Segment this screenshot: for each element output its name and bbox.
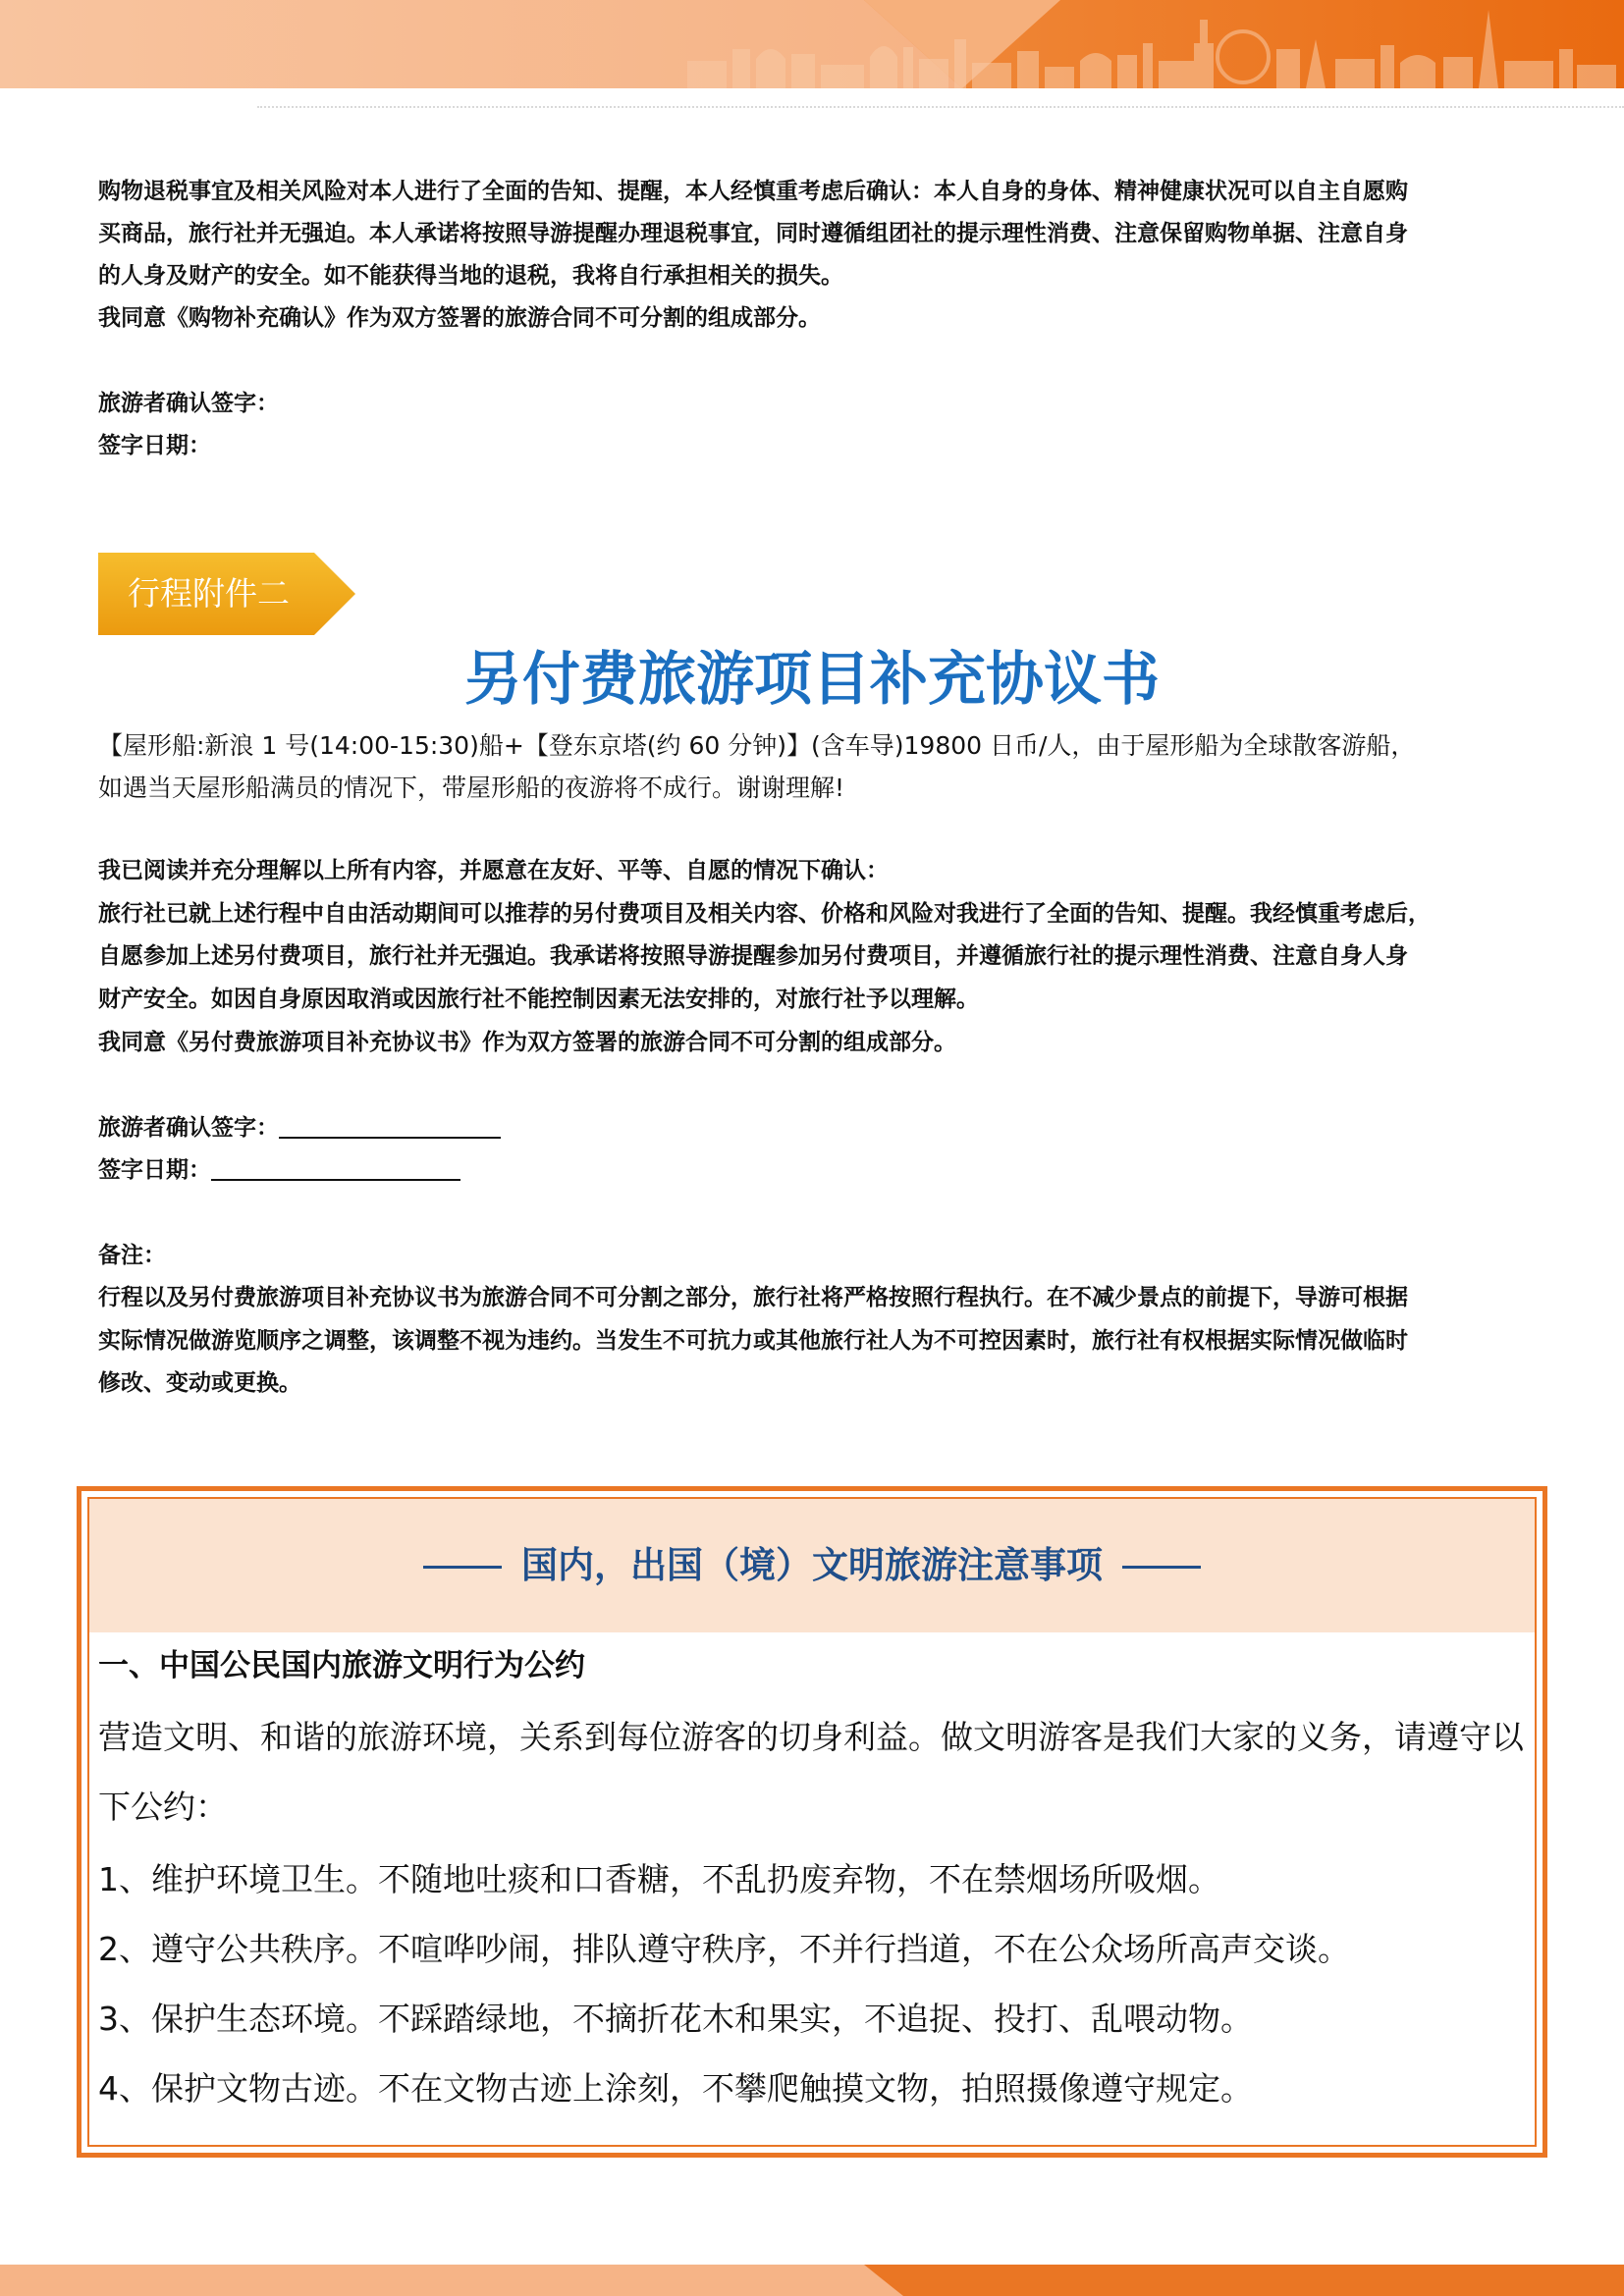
- agreement-item-line: 【屋形船:新浪 1 号(14:00-15:30)船+【登东京塔(约 60 分钟)】(含车导)19800 日币/人，由于屋形船为全球散客游船，: [98, 731, 1416, 760]
- remarks-line: 修改、变动或更换。: [98, 1370, 301, 1396]
- shopping-confirmation-line: 买商品，旅行社并无强迫。本人承诺将按照导游提醒办理退税事宜，同时遵循组团社的提示理性消费、注意保留购物单据、注意自身: [98, 221, 1408, 246]
- shopping-confirmation-line: 购物退税事宜及相关风险对本人进行了全面的告知、提醒，本人经慎重考虑后确认：本人自身的身体、精神健康状况可以自主自愿购: [98, 179, 1408, 204]
- title-dash-left: [423, 1566, 502, 1569]
- signature-field-line[interactable]: [279, 1111, 501, 1139]
- header-banner: [0, 0, 1624, 88]
- shopping-confirmation-line: 我同意《购物补充确认》作为双方签署的旅游合同不可分割的组成部分。: [98, 305, 821, 331]
- remarks-line: 行程以及另付费旅游项目补充协议书为旅游合同不可分割之部分，旅行社将严格按照行程执行。在不减少景点的前提下，导游可根据: [98, 1285, 1408, 1310]
- notice-item: 2、遵守公共秩序。不喧哗吵闹，排队遵守秩序，不并行挡道，不在公众场所高声交谈。: [98, 1930, 1350, 1968]
- shopping-signature-label: 旅游者确认签字：: [98, 391, 279, 416]
- header-dotted-rule: [257, 106, 1624, 108]
- remarks-line: 实际情况做游览顺序之调整，该调整不视为违约。当发生不可抗力或其他旅行社人为不可控因素时，旅行社有权根据实际情况做临时: [98, 1328, 1408, 1354]
- agreement-title: 另付费旅游项目补充协议书: [463, 645, 1160, 713]
- remarks-label: 备注：: [98, 1243, 166, 1268]
- shopping-confirmation-line: 的人身及财产的安全。如不能获得当地的退税，我将自行承担相关的损失。: [98, 263, 843, 289]
- agreement-signature-label: 旅游者确认签字：: [98, 1115, 279, 1141]
- notice-item: 1、维护环境卫生。不随地吐痰和口香糖，不乱扔废弃物，不在禁烟场所吸烟。: [98, 1860, 1220, 1898]
- notice-intro: 营造文明、和谐的旅游环境，关系到每位游客的切身利益。做文明游客是我们大家的义务，请遵守以下公约：: [98, 1718, 1524, 1826]
- agreement-signature-row: [98, 1107, 501, 1149]
- section-heading: 一、中国公民国内旅游文明行为公约: [98, 1648, 585, 1683]
- date-field-line[interactable]: [211, 1153, 460, 1181]
- agreement-confirmation-line: 旅行社已就上述行程中自由活动期间可以推荐的另付费项目及相关内容、价格和风险对我进行了全面的告知、提醒。我经慎重考虑后，: [98, 901, 1431, 927]
- agreement-confirmation-line: 我已阅读并充分理解以上所有内容，并愿意在友好、平等、自愿的情况下确认：: [98, 858, 889, 883]
- notice-item: 3、保护生态环境。不踩踏绿地，不摘折花木和果实，不追捉、投打、乱喂动物。: [98, 2000, 1253, 2038]
- notice-title: 国内，出国（境）文明旅游注意事项: [521, 1544, 1103, 1586]
- shopping-date-label: 签字日期：: [98, 433, 211, 458]
- agreement-date-row: [98, 1149, 460, 1192]
- attachment-tag-label: 行程附件二: [128, 574, 290, 613]
- title-dash-right: [1122, 1566, 1201, 1569]
- agreement-confirmation-line: 我同意《另付费旅游项目补充协议书》作为双方签署的旅游合同不可分割的组成部分。: [98, 1030, 956, 1055]
- agreement-date-label: 签字日期：: [98, 1157, 211, 1183]
- notice-item: 4、保护文物古迹。不在文物古迹上涂刻，不攀爬触摸文物，拍照摄像遵守规定。: [98, 2069, 1253, 2108]
- notice-title-row: [89, 1540, 1535, 1591]
- footer-banner: [0, 2265, 1624, 2296]
- notice-header: [89, 1499, 1535, 1632]
- agreement-confirmation-line: 自愿参加上述另付费项目，旅行社并无强迫。我承诺将按照导游提醒参加另付费项目，并遵循旅行社的提示理性消费、注意自身人身: [98, 943, 1408, 969]
- agreement-item-line: 如遇当天屋形船满员的情况下，带屋形船的夜游将不成行。谢谢理解!: [98, 774, 845, 802]
- agreement-confirmation-line: 财产安全。如因自身原因取消或因旅行社不能控制因素无法安排的，对旅行社予以理解。: [98, 987, 979, 1012]
